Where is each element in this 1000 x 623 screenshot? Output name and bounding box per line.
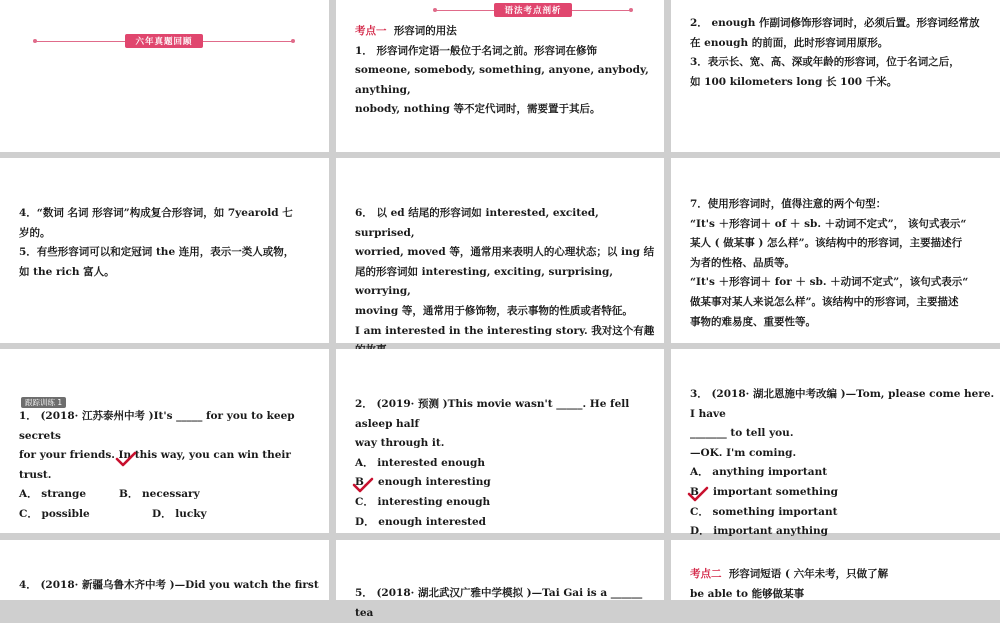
review-banner-label: 六年真题回顾 [125,34,202,48]
question-line: 2． (2019· 预测 )This movie wasn't _____. He fell asleep half [355,398,630,430]
slide5-line: 事物的难易度、重要性等。 [690,315,816,328]
slide1-line: 1． 形容词作定语一般位于名词之前。形容词在修饰 [355,44,597,57]
option-c[interactable]: C． possible [19,507,90,520]
option-d[interactable]: D． enough interested [355,515,486,528]
slide8-text [690,385,998,542]
question-line: 3． (2018· 湖北恩施中考改编 )—Tom, please come here. I have [690,388,995,420]
slide1-text [355,22,660,120]
slide11-text [690,565,998,604]
slide5-line: 做某事对某人来说怎么样”。该结构中的形容词，主要描述 [690,295,959,308]
slide-question-3[interactable] [671,349,1000,538]
slide2-line: 3．表示长、宽、高、深或年龄的形容词，位于名词之后， [690,56,960,69]
review-banner [33,34,295,48]
slide-adjective-usage-4[interactable] [336,158,664,343]
point-one-title: 形容词的用法 [393,25,457,37]
slide2-line: 2． enough 作副词修饰形容词时，必须后置。形容词经常放 [690,17,980,29]
slide5-text [690,195,998,332]
slide-adjective-phrases[interactable] [671,540,1000,600]
slide-adjective-usage-2[interactable] [671,0,1000,152]
question-line: for your friends. In this way, you can win their trust. [19,449,291,481]
point-two-title: 形容词短语 ( 六年未考，只做了解 [728,568,889,580]
slide3-line: 5．有些形容词可以和定冠词 the 连用，表示一类人或物， [19,246,295,259]
option-a[interactable]: A． anything important [690,466,828,479]
slide-adjective-usage-3[interactable] [0,158,329,343]
option-b[interactable]: B． important something [690,485,838,498]
answer-check-icon [688,486,708,502]
slide5-line: 某人 ( 做某事 ) 怎么样”。该结构中的形容词，主要描述行 [690,237,963,250]
slide4-line: worried, moved 等，通常用来表明人的心理状态；以 ing 结 [355,246,655,259]
slide-adjective-usage-1[interactable] [336,0,664,152]
slide2-line: 在 enough 的前面，此时形容词用原形。 [690,36,889,49]
slide3-line: 如 the rich 富人。 [19,265,115,278]
slide-question-4[interactable] [0,540,329,600]
analysis-banner-label: 语法考点剖析 [494,3,571,17]
slide-question-5[interactable] [336,540,664,619]
point-two-tag: 考点二 [690,568,722,580]
slide5-line: “It's ＋形容词＋ for ＋ sb. ＋动词不定式”，该句式表示“ [690,276,969,289]
question-line: 1． (2018· 江苏泰州中考 )It's _____ for you to keep secrets [19,410,295,442]
option-d[interactable]: D． lucky [152,507,207,520]
question-line: 5． (2018· 湖北武汉广雅中学模拟 )—Tai Gai is a ______ tea [355,587,643,619]
slide2-line: 如 100 kilometers long 长 100 千米。 [690,75,898,88]
option-a[interactable]: A． interested enough [355,456,486,469]
slide1-line: nobody, nothing 等不定代词时，需要置于其后。 [355,103,601,116]
slide-question-2[interactable] [336,349,664,533]
question-line: 4． (2018· 新疆乌鲁木齐中考 )—Did you watch the first [19,579,319,591]
option-c[interactable]: C． something important [690,505,838,518]
option-a[interactable]: A． strange [19,488,87,501]
slide5-line: 7．使用形容词时，值得注意的两个句型： [690,198,887,210]
option-d[interactable]: D． important anything [690,525,829,538]
slide6-text [19,407,325,525]
question-line: —OK. I'm coming. [690,446,797,459]
analysis-banner [433,3,633,17]
question-line: _______ to tell you. [690,427,794,440]
slide4-line: I am interested in the interesting story. 我对这个有趣 [355,324,655,337]
slide5-line: 为者的性格、品质等。 [690,256,795,269]
answer-check-icon [116,451,136,467]
slide4-line: 6． 以 ed 结尾的形容词如 interested, excited, surprised, [355,207,599,239]
option-b[interactable]: B． necessary [119,488,200,501]
slide-question-1[interactable] [0,349,329,533]
slide3-line: 4．“数词 名词 形容词”构成复合形容词，如 7yearold 七 [19,207,293,219]
slide4-line: moving 等，通常用于修饰物，表示事物的性质或者特征。 [355,304,633,317]
slide3-text [19,204,325,282]
slide1-line: someone, somebody, something, anyone, anybody, anything, [355,64,649,96]
slide3-line: 岁的。 [19,226,51,239]
slide9-text [19,576,325,596]
question-line: way through it. [355,437,445,450]
slide2-text [690,14,998,92]
slide4-line: 尾的形容词如 interesting, exciting, surprising, worrying, [355,265,613,298]
answer-check-icon [353,477,373,493]
option-c[interactable]: C． interesting enough [355,495,491,508]
slide5-line: “It's ＋形容词＋ of ＋ sb. ＋动词不定式”， 该句式表示“ [690,217,967,230]
phrase-line: be able to 能够做某事 [690,587,805,600]
slide-adjective-usage-5[interactable] [671,158,1000,343]
option-b[interactable]: B． enough interesting [355,476,491,489]
slide7-text [355,395,661,532]
slide10-text [355,584,661,623]
practice-tag-number: 1 [57,398,63,407]
point-one-tag: 考点一 [355,25,387,37]
slide-review-title[interactable] [0,0,329,152]
practice-tag-label: 跟踪训练 [25,398,55,407]
